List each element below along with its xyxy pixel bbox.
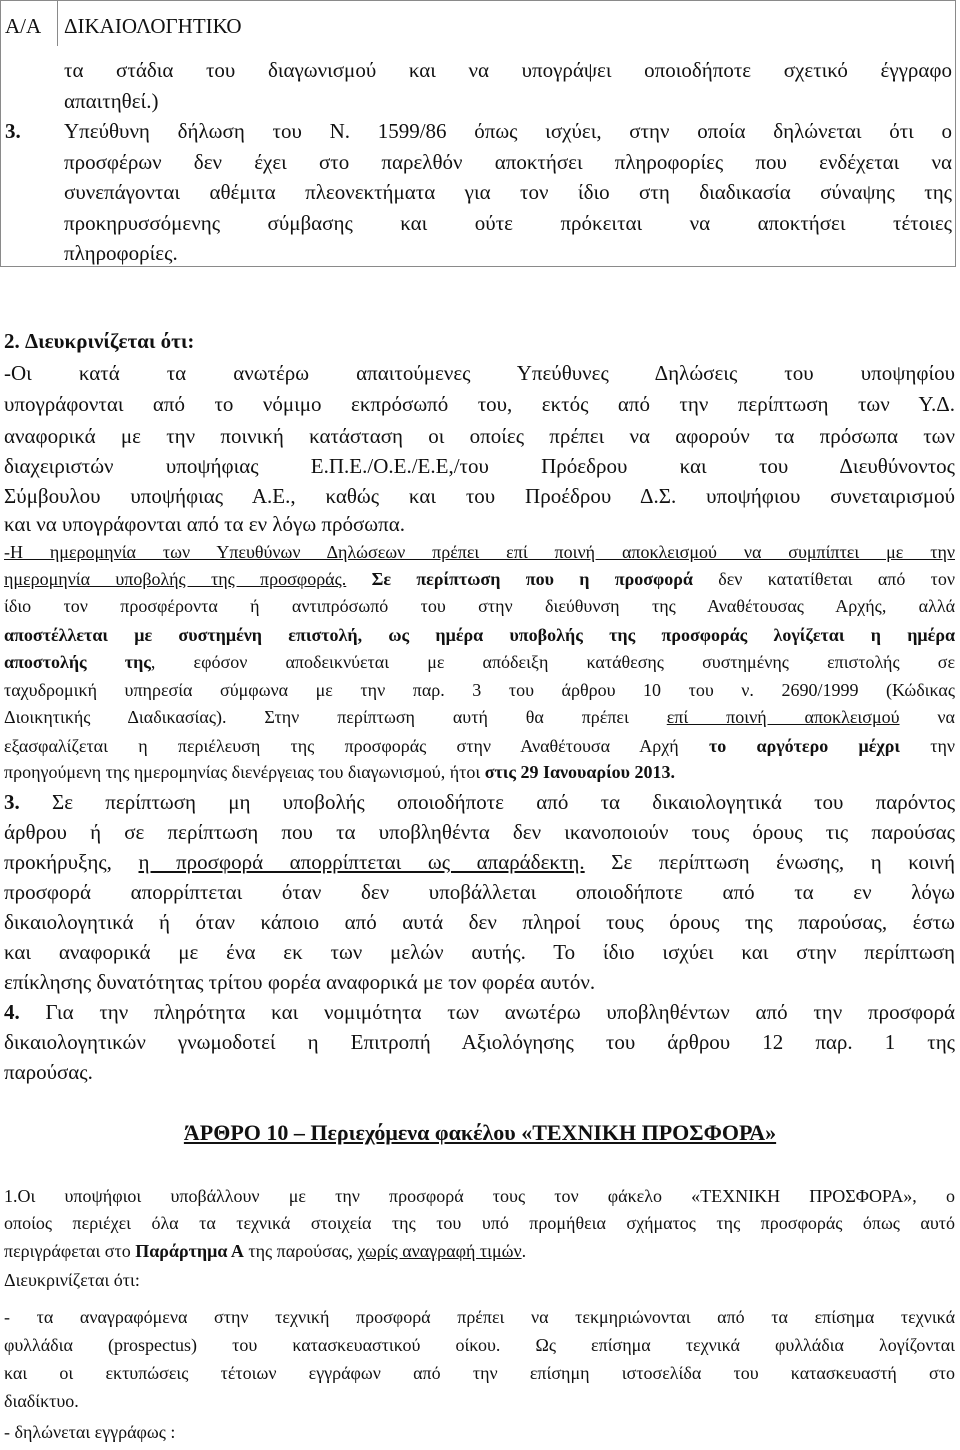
paragraph-line: παρούσας.: [4, 1060, 93, 1084]
text: προηγούμενη της ημερομηνίας διενέργειας του διαγωνισμού, ήτοι: [4, 762, 481, 782]
table-row-line: συνεπάγονται αθέμιτα πλεονεκτήματα για τον ίδιο στη διαδικασία σύναψης της: [64, 180, 952, 204]
table-row-line: πληροφορίες.: [64, 241, 178, 265]
paragraph-line: Σύμβουλου υποψήφιας Α.Ε., καθώς και του Προέδρου Δ.Σ. υποψήφιου συνεταιρισμού: [4, 484, 955, 508]
paragraph-line: οποίος περιέχει όλα τα τεχνικά στοιχεία της του υπό προμήθεια σχήματος της προσφοράς όπως αυτό: [4, 1213, 955, 1233]
clarifications-heading: [4, 326, 955, 356]
paragraph-line: 1.Οι υποψήφιοι υποβάλλουν με την προσφορά τους τον φάκελο «ΤΕΧΝΙΚΗ ΠΡΟΣΦΟΡΑ», ο: [4, 1186, 955, 1206]
article-title: ΆΡΘΡΟ 10 – Περιεχόμενα φακέλου «ΤΕΧΝΙΚΗ ΠΡΟΣΦΟΡΑ»: [183, 1120, 777, 1145]
paragraph-line: επίκλησης δυνατότητας τρίτου φορέα αναφορικά με τον φορέα αυτόν.: [4, 970, 596, 994]
underlined-text: η προσφορά απορρίπτεται ως απαράδεκτη.: [138, 850, 585, 874]
text: Διοικητικής Διαδικασίας). Στην περίπτωση αυτή θα πρέπει: [4, 707, 629, 727]
table-row-line: απαιτηθεί.): [64, 89, 159, 113]
table-row-line: προκηρυσσόμενης σύμβασης και ούτε πρόκειται να αποκτήσει τέτοιες: [64, 211, 952, 235]
paragraph-line: [4, 997, 955, 1027]
text: , εφόσον αποδεικνύεται με απόδειξη κατάθεσης συστημένης επιστολής σε: [150, 652, 955, 672]
underlined-text: ημερομηνία υποβολής της προσφοράς.: [4, 569, 347, 589]
paragraph-line: και αναφορικά με ένα εκ των μελών αυτής. Το ίδιο ισχύει και στην περίπτωση: [4, 940, 955, 964]
paragraph-line: [4, 787, 955, 817]
paragraph-line: αποστέλλεται με συστημένη επιστολή, ως ημέρα υποβολής της προσφοράς λογίζεται η ημέρα: [4, 625, 955, 645]
paragraph-line: [4, 847, 955, 877]
table-row-line: τα στάδια του διαγωνισμού και να υπογράψει οποιοδήποτε σχετικό έγγραφο: [64, 58, 952, 82]
text: Σε περίπτωση μη υποβολής οποιοδήποτε από τα δικαιολογητικά του παρόντος: [52, 790, 955, 814]
bold-text: Παράρτημα Α: [135, 1241, 244, 1261]
paragraph-line: -Η ημερομηνία των Υπευθύνων Δηλώσεων πρέπει επί ποινή αποκλεισμού να συμπίπτει με την: [4, 542, 955, 562]
text: Σε περίπτωση ένωσης, η κοινή: [611, 850, 955, 874]
table-row-number: 3.: [5, 119, 21, 143]
paragraph-line: [4, 758, 955, 786]
underlined-text: επί ποινή αποκλεισμού: [666, 707, 900, 727]
paragraph-line: - τα αναγραφόμενα στην τεχνική προσφορά πρέπει να τεκμηριώνονται από τα επίσημα τεχνικά: [4, 1307, 955, 1327]
table-row-line: Υπεύθυνη δήλωση του Ν. 1599/86 όπως ισχύει, στην οποία δηλώνεται ότι ο: [64, 119, 952, 143]
paragraph-line: ταχυδρομική υπηρεσία σύμφωνα με την παρ. 3 του άρθρου 10 του ν. 2690/1999 (Κώδικας: [4, 680, 955, 700]
paragraph-line: [4, 648, 955, 676]
point-number: 3.: [4, 790, 20, 814]
paragraph-line: Διευκρινίζεται ότι:: [4, 1270, 140, 1290]
paragraph-line: [4, 703, 955, 731]
paragraph-line: - δηλώνεται εγγράφως :: [4, 1422, 176, 1442]
paragraph-line: άρθρου ή σε περίπτωση που τα υποβληθέντα δεν ικανοποιούν τους όρους τις παρούσας: [4, 820, 955, 844]
paragraph-line: και να υπογράφονται από τα εν λόγω πρόσωπα.: [4, 512, 405, 536]
paragraph-line: προσφορά απορρίπτεται όταν δεν υποβάλλεται οποιοδήποτε από τα εν λόγω: [4, 880, 955, 904]
paragraph-line: ίδιο τον προσφέροντα ή αντιπρόσωπό του στην διεύθυνση της Αναθέτουσας Αρχής, αλλά: [4, 596, 955, 616]
table-header-item: ΔΙΚΑΙΟΛΟΓΗΤΙΚΟ: [64, 14, 242, 38]
text: δεν κατατίθεται από τον: [718, 569, 955, 589]
underlined-text: χωρίς αναγραφή τιμών: [357, 1241, 522, 1261]
bold-text: αποστολής της: [4, 652, 151, 672]
paragraph-line: [4, 732, 955, 760]
section-heading: Διευκρινίζεται ότι:: [25, 329, 195, 353]
text: να: [937, 707, 955, 727]
table-row-line: προσφέρων δεν έχει στο παρελθόν αποκτήσει πληροφορίες που ενδέχεται να: [64, 150, 952, 174]
paragraph-line: δικαιολογητικών γνωμοδοτεί η Επιτροπή Αξιολόγησης του άρθρου 12 παρ. 1 της: [4, 1030, 955, 1054]
text: Για την πληρότητα και νομιμότητα των ανωτέρω υποβληθέντων από την προσφορά: [45, 1000, 955, 1024]
text: την: [930, 736, 955, 756]
paragraph-line: -Οι κατά τα ανωτέρω απαιτούμενες Υπεύθυνες Δηλώσεις του υποψηφίου: [4, 361, 955, 385]
text: εξασφαλίζεται η περιέλευση της προσφοράς στην Αναθέτουσα Αρχή: [4, 736, 679, 756]
section-number: 2.: [4, 329, 20, 353]
text: προκήρυξης,: [4, 850, 112, 874]
table-header-number: Α/Α: [5, 14, 42, 38]
paragraph-line: υπογράφονται από το νόμιμο εκπρόσωπό του, εκτός από την περίπτωση των Υ.Δ.: [4, 392, 955, 416]
bold-text: στις 29 Ιανουαρίου 2013.: [484, 762, 676, 782]
paragraph-line: διαχειριστών υποψήφιας Ε.Π.Ε./Ο.Ε./Ε.Ε,/του Πρόεδρου και του Διευθύνοντος: [4, 454, 955, 478]
text: της παρούσας,: [248, 1241, 353, 1261]
paragraph-line: [4, 565, 955, 593]
point-number: 4.: [4, 1000, 20, 1024]
paragraph-line: και οι εκτυπώσεις τέτοιων εγγράφων από την επίσημη ιστοσελίδα του κατασκευαστή στο: [4, 1363, 955, 1383]
table-column-divider: [57, 1, 58, 46]
paragraph-line: διαδίκτυο.: [4, 1391, 79, 1411]
paragraph-line: [4, 1237, 955, 1265]
paragraph-line: φυλλάδια (prospectus) του κατασκευαστικού οίκου. Ως επίσημα τεχνικά φυλλάδια λογίζονται: [4, 1335, 955, 1355]
text: περιγράφεται στο: [4, 1241, 131, 1261]
paragraph-line: αναφορικά με την ποινική κατάσταση οι οποίες πρέπει να αφορούν τα πρόσωπα των: [4, 424, 955, 448]
text: .: [521, 1241, 527, 1261]
paragraph-line: δικαιολογητικά ή όταν κάποιο από αυτά δεν πληροί τους όρους της παρούσας, έστω: [4, 910, 955, 934]
bold-text: Σε περίπτωση που η προσφορά: [371, 569, 693, 589]
bold-text: το αργότερο μέχρι: [708, 736, 900, 756]
